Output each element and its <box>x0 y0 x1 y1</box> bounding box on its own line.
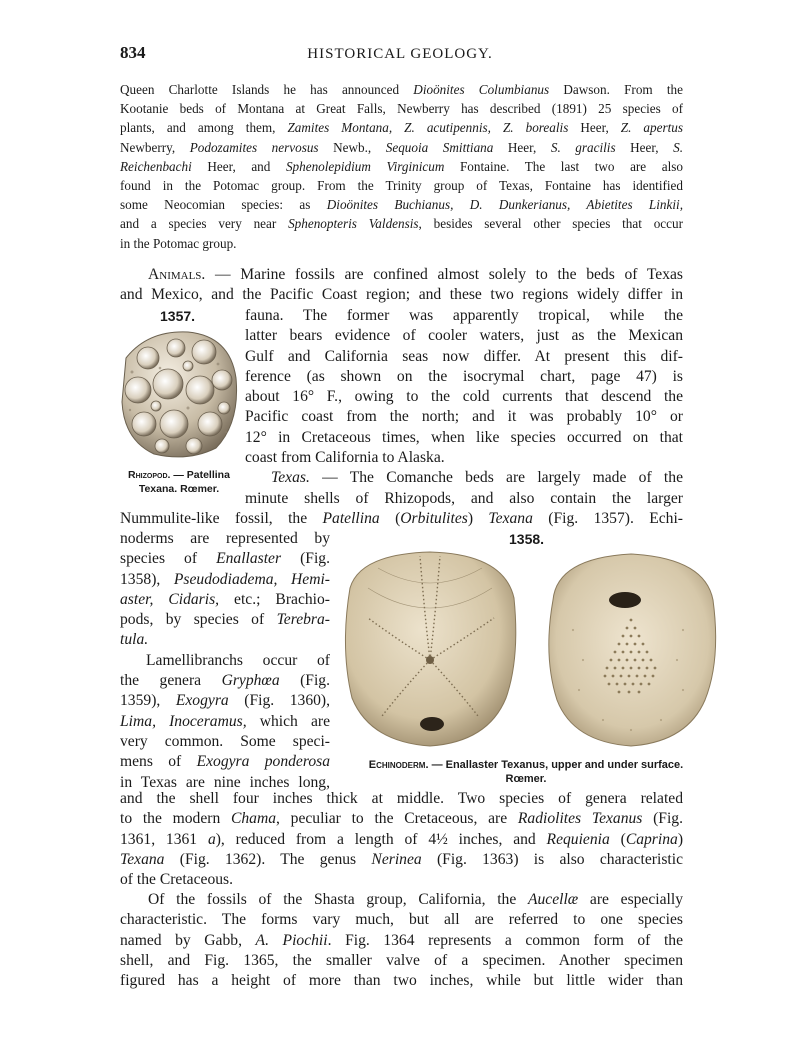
text-line: the genera Gryphœa (Fig. <box>120 672 330 690</box>
text-line: Nummulite-like fossil, the Patellina (Orbitulites) Texana (Fig. 1357). Echi- <box>120 510 684 527</box>
text-line: plants, and among them, Zamites Montana, Z. acutipennis, Z. borealis Heer, Z. apertus <box>120 120 683 136</box>
animals-paragraph-top <box>120 265 683 306</box>
running-title: HISTORICAL GEOLOGY. <box>307 46 493 62</box>
text-line: shell, and Fig. 1365, the smaller valve of a specimen. Another specimen <box>120 951 683 969</box>
text-line: of the Cretaceous. <box>120 871 234 889</box>
text-line: Lamellibranchs occur of <box>146 651 330 669</box>
figure-1358-number: 1358. <box>509 531 545 547</box>
text-line: minute shells of Rhizopods, and also contain the larger <box>245 489 683 507</box>
text-line: fauna. The former was apparently tropical, while the <box>245 307 683 324</box>
text-line: 12° in Cretaceous times, when like species occurred on that <box>245 428 683 446</box>
figure-1357-caption <box>112 468 246 496</box>
text-line: Lima, Inoceramus, which are <box>120 712 330 730</box>
text-line: Queen Charlotte Islands he has announced Dioönites Columbianus Dawson. From the <box>120 82 683 97</box>
text-line: and a species very near Sphenopteris Valdensis, besides several other species that occur <box>120 216 683 232</box>
text-line: ference (as shown on the isocrymal chart, page 47) is <box>245 367 683 385</box>
text-line: figured has a height of more than two inches, while but little wider than <box>120 972 683 990</box>
page-number: 834 <box>120 43 146 62</box>
echinoid-under-surface <box>549 554 716 746</box>
text-line: noderms are represented by <box>120 530 330 547</box>
text-line: latter bears evidence of cooler waters, just as the Mexican <box>245 327 683 345</box>
text-line: Reichenbachi Heer, and Sphenolepidium Virginicum Fontaine. The last two are also <box>120 158 683 174</box>
text-line: mens of Exogyra ponderosa <box>120 753 330 771</box>
text-line: Animals. — Marine fossils are confined almost solely to the beds of Texas <box>148 266 683 283</box>
text-line: 1359), Exogyra (Fig. 1360), <box>120 692 330 710</box>
text-line: Kootanie beds of Montana at Great Falls, Newberry has described (1891) 25 species of <box>120 101 683 117</box>
text-line: some Neocomian species: as Dioönites Buchianus, D. Dunkerianus, Abietites Linkii, <box>120 197 683 213</box>
text-line: very common. Some speci- <box>120 732 330 750</box>
plants-paragraph <box>120 80 683 253</box>
text-line: species of Enallaster (Fig. <box>120 550 330 568</box>
caption-line: Echinoderm. — Enallaster Texanus, upper and under surface. <box>368 759 684 771</box>
text-line: characteristic. The forms vary much, but all are referred to one species <box>120 911 683 929</box>
text-line: tula. <box>120 631 149 649</box>
caption-line: Texana. Rœmer. <box>138 483 220 495</box>
text-line: 1358), Pseudodiadema, Hemi- <box>120 570 330 588</box>
text-line: aster, Cidaris, etc.; Brachio- <box>120 590 330 608</box>
figure-1358-image <box>338 548 724 748</box>
figure-1357-image <box>118 328 240 460</box>
patellina-fossil-illustration <box>118 328 240 460</box>
shasta-paragraph <box>120 890 683 991</box>
texas-paragraph-bottom <box>120 789 683 890</box>
texas-paragraph-top <box>120 509 683 529</box>
text-line: to the modern Chama, peculiar to the Cretaceous, are Radiolites Texanus (Fig. <box>120 810 683 828</box>
text-line: coast from California to Alaska. <box>245 449 445 467</box>
text-line: in the Potomac group. <box>120 235 237 251</box>
text-line: about 16° F., owing to the cold currents that descend the <box>245 388 683 406</box>
caption-line: Rhizopod. — Patellina <box>128 469 230 481</box>
text-line: Of the fossils of the Shasta group, California, the Aucellæ are especially <box>148 891 683 908</box>
enallaster-echinoid-illustration <box>338 548 724 748</box>
text-line: Gulf and California seas now differ. At present this dif- <box>245 347 683 365</box>
figure-1357-number: 1357. <box>160 308 196 324</box>
texas-paragraph-narrow <box>120 529 330 793</box>
text-line: Pacific coast from the north; and it was probably 10° or <box>245 408 683 426</box>
text-line: Texas. — The Comanche beds are largely made of the <box>271 469 683 487</box>
text-line: pods, by species of Terebra- <box>120 611 330 629</box>
figure-1358-caption <box>336 758 716 786</box>
caption-line: Rœmer. <box>505 773 547 785</box>
texas-heading: Texas. <box>271 469 310 487</box>
text-line: named by Gabb, A. Piochii. Fig. 1364 represents a common form of the <box>120 931 683 949</box>
text-line: and the shell four inches thick at middle. Two species of genera related <box>120 790 683 807</box>
echinoid-upper-surface <box>345 552 515 746</box>
text-line: and Mexico, and the Pacific Coast region; and these two regions widely differ in <box>120 286 683 304</box>
text-line: Texana (Fig. 1362). The genus Nerinea (Fig. 1363) is also characteristic <box>120 850 683 868</box>
text-line: in Texas are nine inches long, <box>120 773 330 791</box>
text-line: 1361, 1361 a), reduced from a length of 4½ inches, and Requienia (Caprina) <box>120 830 684 848</box>
text-line: Newberry, Podozamites nervosus Newb., Sequoia Smittiana Heer, S. gracilis Heer, S. <box>120 139 683 155</box>
animals-paragraph-wrapped <box>245 306 683 509</box>
text-line: found in the Potomac group. From the Trinity group of Texas, Fontaine has identified <box>120 178 683 194</box>
animals-heading: Animals. <box>148 266 206 283</box>
